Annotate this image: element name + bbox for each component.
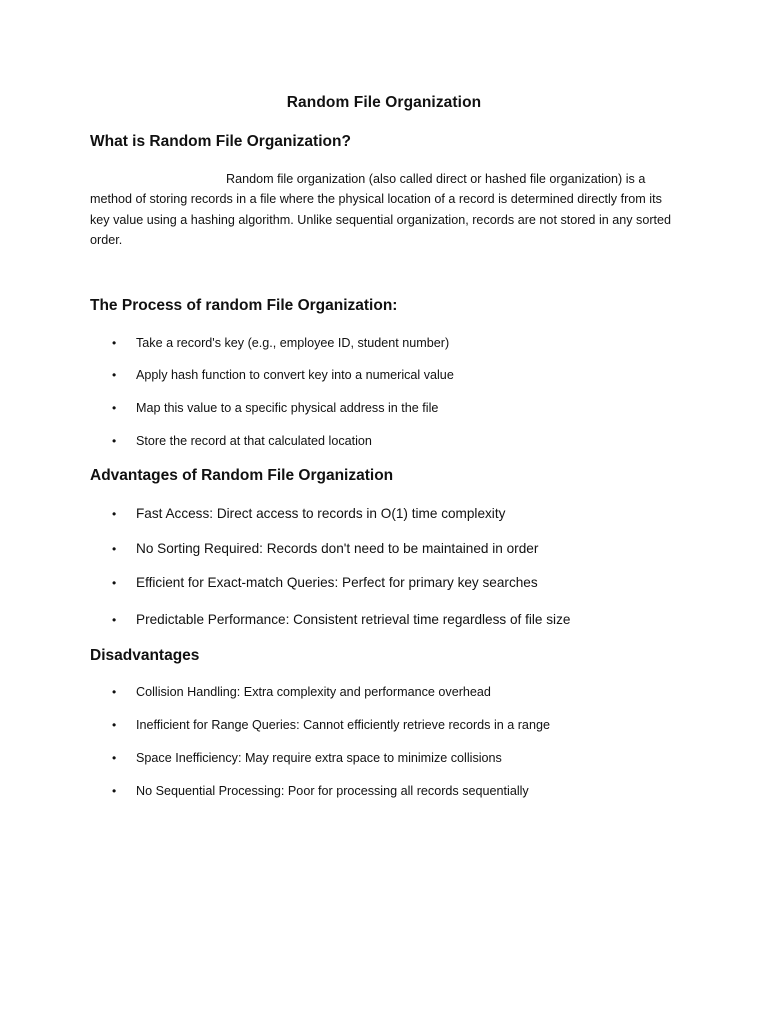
list-item-text: Fast Access: Direct access to records in O(1) time complexity xyxy=(136,506,506,521)
bullet-icon: • xyxy=(112,542,117,556)
bullet-icon: • xyxy=(112,613,117,627)
list-item-text: Efficient for Exact-match Queries: Perfect for primary key searches xyxy=(136,575,538,590)
document-title: Random File Organization xyxy=(286,94,482,111)
bullet-icon: • xyxy=(112,507,117,521)
list-item-text: Space Inefficiency: May require extra space to minimize collisions xyxy=(136,751,502,765)
list-item-text: Apply hash function to convert key into a numerical value xyxy=(136,368,454,382)
list-item-text: Collision Handling: Extra complexity and performance overhead xyxy=(136,685,491,699)
bullet-icon: • xyxy=(112,751,117,765)
heading-disadvantages: Disadvantages xyxy=(90,647,200,664)
bullet-icon: • xyxy=(112,718,117,732)
list-item-text: Inefficient for Range Queries: Cannot efficiently retrieve records in a range xyxy=(136,718,550,732)
bullet-icon: • xyxy=(112,685,117,699)
list-item-text: Map this value to a specific physical address in the file xyxy=(136,401,439,415)
bullet-icon: • xyxy=(112,784,117,798)
list-item-text: Store the record at that calculated location xyxy=(136,434,372,448)
heading-advantages: Advantages of Random File Organization xyxy=(90,467,394,484)
bullet-icon: • xyxy=(112,368,117,382)
list-item-text: No Sequential Processing: Poor for processing all records sequentially xyxy=(136,784,529,798)
bullet-icon: • xyxy=(112,336,117,350)
bullet-icon: • xyxy=(112,576,117,590)
list-item-text: No Sorting Required: Records don't need to be maintained in order xyxy=(136,541,539,556)
list-item-text: Take a record's key (e.g., employee ID, student number) xyxy=(136,336,450,350)
bullet-icon: • xyxy=(112,434,117,448)
heading-process: The Process of random File Organization: xyxy=(90,297,398,314)
intro-paragraph: Random file organization (also called direct or hashed file organization) is a method of storing records in a file where the physical location of a record is determined directly from its key value using a hashing algorithm. Unlike sequential organization, records are not stored in any sorted order. xyxy=(90,172,672,248)
bullet-icon: • xyxy=(112,401,117,415)
heading-what-is: What is Random File Organization? xyxy=(90,133,351,150)
list-item-text: Predictable Performance: Consistent retrieval time regardless of file size xyxy=(136,612,571,627)
